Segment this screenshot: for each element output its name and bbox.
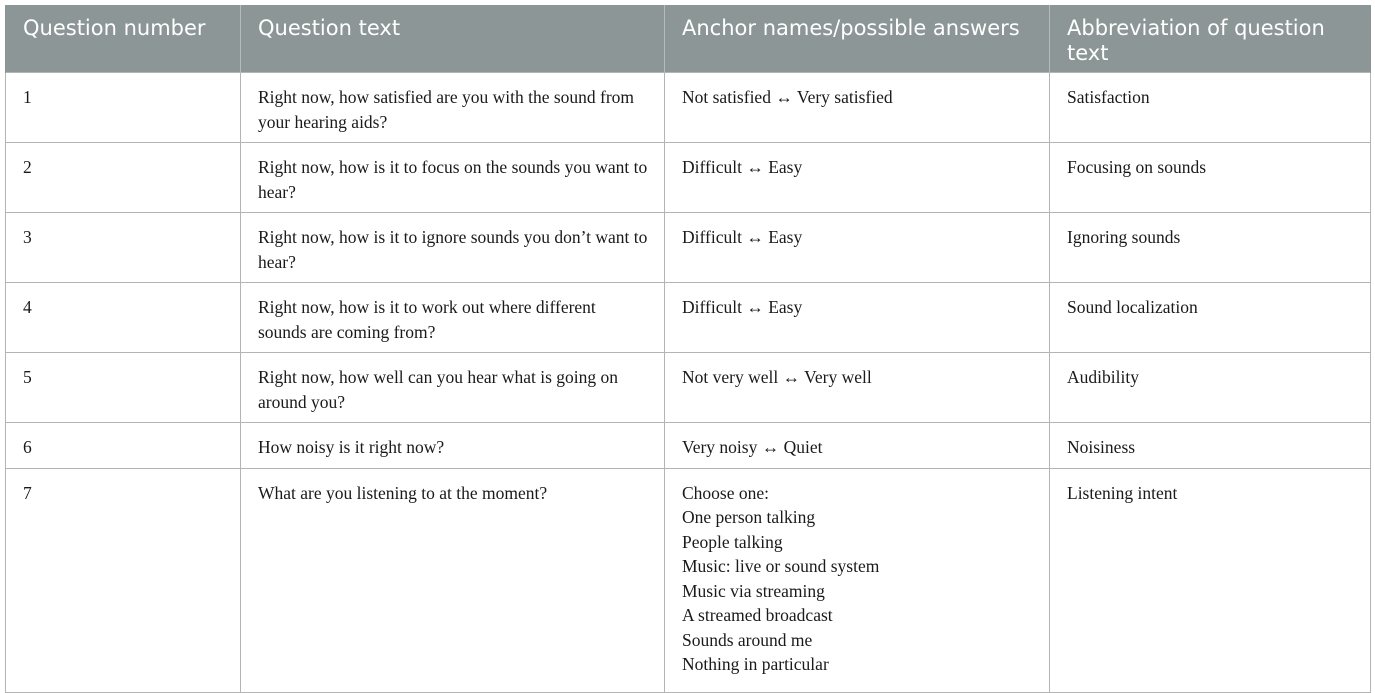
answer-option: A streamed broadcast: [682, 605, 833, 625]
cell-question-number: 6: [6, 423, 241, 469]
cell-question-number: 5: [6, 353, 241, 423]
cell-question-text: Right now, how well can you hear what is going on around you?: [241, 353, 665, 423]
table-row: [6, 213, 1371, 283]
answer-option: One person talking: [682, 507, 816, 527]
table-row: [6, 143, 1371, 213]
header-abbreviation: Abbreviation of question text: [1050, 5, 1371, 73]
header-question-text: Question text: [241, 5, 665, 73]
table-header: [6, 5, 1371, 73]
cell-abbreviation: Listening intent: [1050, 468, 1371, 692]
table-row: [6, 73, 1371, 143]
cell-abbreviation: Focusing on sounds: [1050, 143, 1371, 213]
cell-anchor: Difficult ↔ Easy: [665, 143, 1050, 213]
cell-question-text: How noisy is it right now?: [241, 423, 665, 469]
cell-anchor-options: [665, 468, 1050, 692]
cell-anchor: Not satisfied ↔ Very satisfied: [665, 73, 1050, 143]
table-row: [6, 353, 1371, 423]
cell-question-number: 3: [6, 213, 241, 283]
cell-question-number: 1: [6, 73, 241, 143]
answer-option: Sounds around me: [682, 629, 813, 650]
cell-abbreviation: Audibility: [1050, 353, 1371, 423]
cell-question-text: Right now, how is it to work out where different sounds are coming from?: [241, 283, 665, 353]
header-anchor-names: Anchor names/possible answers: [665, 5, 1050, 73]
cell-question-number: 7: [6, 468, 241, 692]
table-body: [6, 73, 1371, 693]
answer-prompt: Choose one:: [682, 482, 770, 503]
cell-anchor: Difficult ↔ Easy: [665, 213, 1050, 283]
answer-option: Music: live or sound system: [682, 556, 880, 576]
table-row: [6, 468, 1371, 692]
cell-question-number: 4: [6, 283, 241, 353]
cell-anchor: Difficult ↔ Easy: [665, 283, 1050, 353]
cell-question-number: 2: [6, 143, 241, 213]
questionnaire-table: [5, 5, 1371, 693]
cell-anchor: Very noisy ↔ Quiet: [665, 423, 1050, 469]
cell-abbreviation: Ignoring sounds: [1050, 213, 1371, 283]
header-row: [6, 5, 1371, 73]
table-row: [6, 423, 1371, 469]
cell-abbreviation: Noisiness: [1050, 423, 1371, 469]
cell-abbreviation: Sound localization: [1050, 283, 1371, 353]
cell-anchor: Not very well ↔ Very well: [665, 353, 1050, 423]
cell-question-text: Right now, how is it to focus on the sounds you want to hear?: [241, 143, 665, 213]
answer-option: People talking: [682, 531, 783, 552]
header-question-number: Question number: [6, 5, 241, 73]
answer-option: Music via streaming: [682, 580, 825, 601]
cell-question-text: Right now, how is it to ignore sounds you don’t want to hear?: [241, 213, 665, 283]
table-row: [6, 283, 1371, 353]
answer-option: Nothing in particular: [682, 654, 829, 674]
cell-abbreviation: Satisfaction: [1050, 73, 1371, 143]
cell-question-text: What are you listening to at the moment?: [241, 468, 665, 692]
cell-question-text: Right now, how satisfied are you with the sound from your hearing aids?: [241, 73, 665, 143]
